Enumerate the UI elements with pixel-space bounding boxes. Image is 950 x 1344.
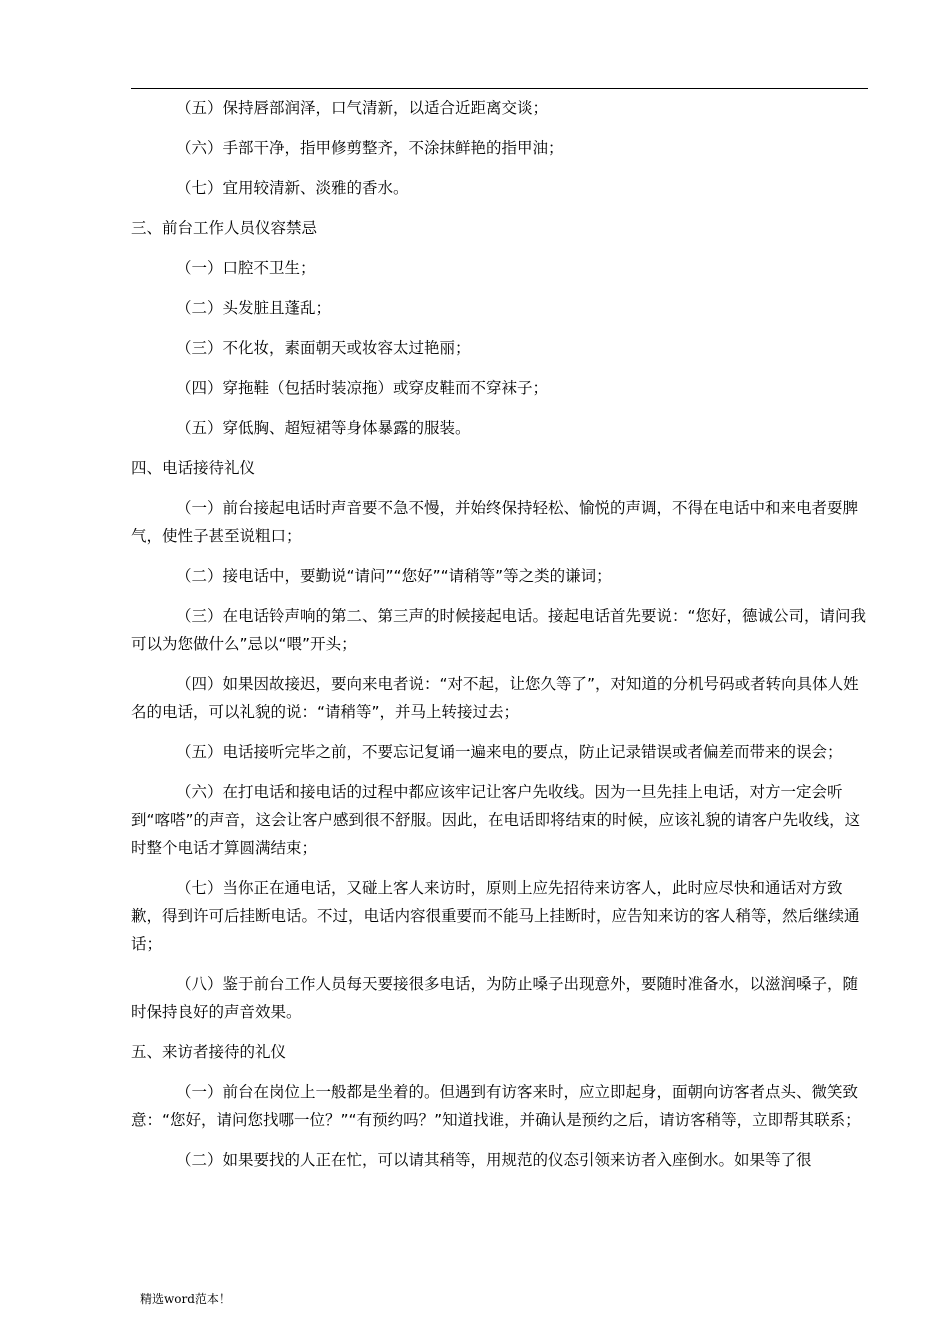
list-item: （三）不化妆，素面朝天或妆容太过艳丽； [176, 339, 471, 357]
list-item: （七）宜用较清新、淡雅的香水。 [176, 179, 409, 197]
list-item: （七）当你正在通电话，又碰上客人来访时，原则上应先招待来访客人，此时应尽快和通话对方致歉，得到许可后挂断电话。不过，电话内容很重要而不能马上挂断时，应告知来访的客人稍等，然后继续通话； [131, 879, 860, 953]
list-item: （三）在电话铃声响的第二、第三声的时候接起电话。接起电话首先要说：“您好，德诚公司，请问我可以为您做什么”忌以“喂”开头； [131, 607, 867, 653]
header-rule [131, 88, 868, 89]
list-item: （一）前台在岗位上一般都是坐着的。但遇到有访客来时，应立即起身，面朝向访客者点头、微笑致意：“您好，请问您找哪一位？”“有预约吗？”知道找谁，并确认是预约之后，请访客稍等，立即帮其联系； [131, 1083, 861, 1129]
list-item: （四）如果因故接迟，要向来电者说：“对不起，让您久等了”，对知道的分机号码或者转向具体人姓名的电话，可以礼貌的说：“请稍等”，并马上转接过去； [131, 675, 859, 721]
list-item: （四）穿拖鞋（包括时装凉拖）或穿皮鞋而不穿袜子； [176, 379, 549, 397]
list-item: （五）穿低胸、超短裙等身体暴露的服装。 [176, 419, 471, 437]
list-item: （一）前台接起电话时声音要不急不慢，并始终保持轻松、愉悦的声调，不得在电话中和来电者耍脾气，使性子甚至说粗口； [131, 499, 859, 545]
list-item: （二）接电话中，要勤说“请问”“您好”“请稍等”等之类的谦词； [176, 567, 612, 585]
list-item: （五）保持唇部润泽，口气清新，以适合近距离交谈； [176, 99, 549, 117]
section-heading: 三、前台工作人员仪容禁忌 [131, 219, 318, 237]
list-item: （八）鉴于前台工作人员每天要接很多电话，为防止嗓子出现意外，要随时准备水，以滋润嗓子，随时保持良好的声音效果。 [131, 975, 859, 1021]
section-heading: 四、电话接待礼仪 [131, 459, 256, 477]
list-item: （二）头发脏且蓬乱； [176, 299, 332, 317]
section-heading: 五、来访者接待的礼仪 [131, 1043, 287, 1061]
list-item: （一）口腔不卫生； [176, 259, 316, 277]
list-item: （六）手部干净，指甲修剪整齐，不涂抹鲜艳的指甲油； [176, 139, 564, 157]
document-body [131, 94, 871, 1174]
list-item: （五）电话接听完毕之前，不要忘记复诵一遍来电的要点，防止记录错误或者偏差而带来的误会； [176, 743, 843, 761]
list-item: （二）如果要找的人正在忙，可以请其稍等，用规范的仪态引领来访者入座倒水。如果等了很 [176, 1151, 812, 1169]
list-item: （六）在打电话和接电话的过程中都应该牢记让客户先收线。因为一旦先挂上电话，对方一定会听到“喀嗒”的声音，这会让客户感到很不舒服。因此，在电话即将结束的时候，应该礼貌的请客户先收线，这时整个电话才算圆满结束； [131, 783, 861, 857]
page-footer: 精选word范本！ [140, 1292, 231, 1306]
